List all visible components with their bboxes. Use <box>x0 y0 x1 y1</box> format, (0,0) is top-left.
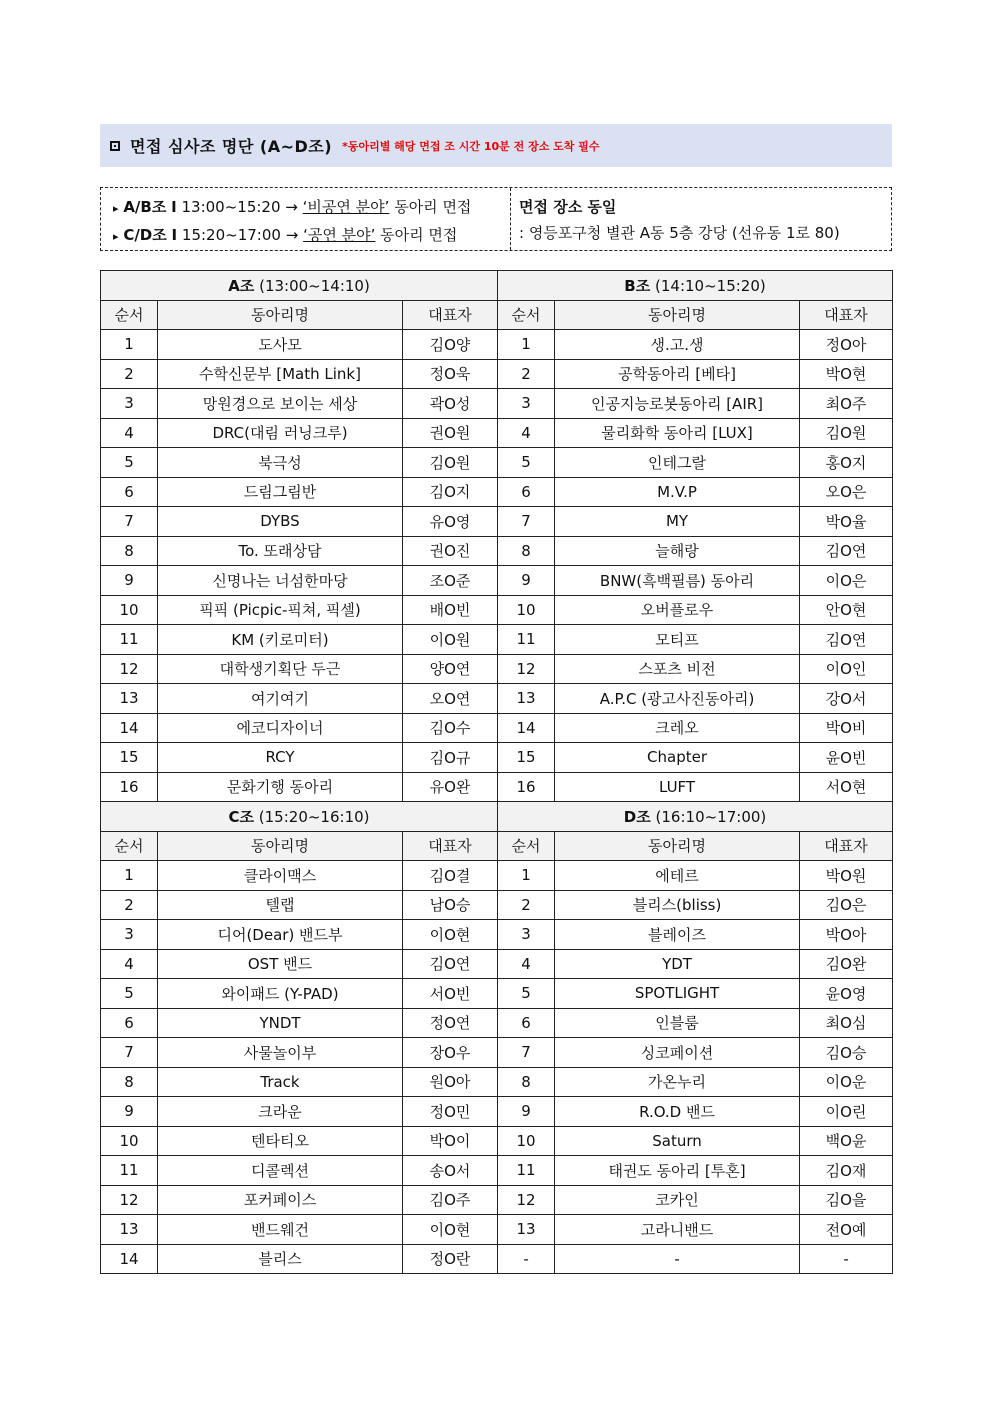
table-row <box>101 1126 893 1156</box>
row-club-name: 스포츠 비전 <box>555 654 800 684</box>
row-order: 10 <box>101 1126 158 1156</box>
row-representative: 윤O영 <box>800 979 893 1009</box>
row-club-name: 드림그림반 <box>158 477 403 507</box>
table-row <box>101 448 893 478</box>
row-club-name: MY <box>555 507 800 537</box>
row-club-name: LUFT <box>555 772 800 802</box>
column-header-club: 동아리명 <box>158 300 403 330</box>
row-order: 10 <box>101 595 158 625</box>
row-representative: 김O은 <box>800 890 893 920</box>
row-club-name: 태권도 동아리 [투혼] <box>555 1156 800 1186</box>
row-representative: 김O수 <box>403 713 498 743</box>
venue-info <box>511 188 891 250</box>
row-club-name: 수학신문부 [Math Link] <box>158 359 403 389</box>
row-order: 7 <box>101 507 158 537</box>
group-time: (15:20~16:10) <box>258 807 370 826</box>
row-club-name: 인블룸 <box>555 1008 800 1038</box>
row-representative: 김O승 <box>800 1038 893 1068</box>
group-time: (16:10~17:00) <box>655 807 767 826</box>
row-club-name: SPOTLIGHT <box>555 979 800 1009</box>
row-order: 9 <box>498 566 555 596</box>
row-club-name: 텐타티오 <box>158 1126 403 1156</box>
row-representative: 김O완 <box>800 949 893 979</box>
row-order: 6 <box>498 477 555 507</box>
row-representative: 박O아 <box>800 920 893 950</box>
row-club-name: 대학생기획단 두근 <box>158 654 403 684</box>
venue-detail: : 영등포구청 별관 A동 5층 강당 (선유동 1로 80) <box>519 224 840 242</box>
row-club-name: 신명나는 너섬한마당 <box>158 566 403 596</box>
table-row <box>101 861 893 891</box>
triangle-bullet-icon: ▸ <box>113 202 119 215</box>
row-club-name: 인공지능로봇동아리 [AIR] <box>555 389 800 419</box>
row-representative: 박O율 <box>800 507 893 537</box>
row-club-name: 고라니밴드 <box>555 1215 800 1245</box>
row-representative: 이O원 <box>403 625 498 655</box>
row-order: 1 <box>498 861 555 891</box>
column-header-club: 동아리명 <box>555 831 800 861</box>
row-order: 5 <box>498 448 555 478</box>
table-row <box>101 1156 893 1186</box>
row-club-name: Track <box>158 1067 403 1097</box>
row-order: 2 <box>101 890 158 920</box>
row-club-name: 크라운 <box>158 1097 403 1127</box>
row-club-name: 모티프 <box>555 625 800 655</box>
row-club-name: 북극성 <box>158 448 403 478</box>
row-representative: 이O린 <box>800 1097 893 1127</box>
row-club-name: 에코디자이너 <box>158 713 403 743</box>
table-row <box>101 1097 893 1127</box>
row-order: 6 <box>101 477 158 507</box>
column-header-rep: 대표자 <box>800 831 893 861</box>
row-representative: 이O현 <box>403 1215 498 1245</box>
row-representative: 조O준 <box>403 566 498 596</box>
row-representative: 배O빈 <box>403 595 498 625</box>
row-order: 1 <box>101 330 158 360</box>
table-row <box>101 477 893 507</box>
row-club-name: 망원경으로 보이는 세상 <box>158 389 403 419</box>
row-order: 15 <box>101 743 158 773</box>
table-row <box>101 979 893 1009</box>
row-club-name: 디콜렉션 <box>158 1156 403 1186</box>
column-header-order: 순서 <box>498 831 555 861</box>
row-club-name: 클라이맥스 <box>158 861 403 891</box>
table-row <box>101 713 893 743</box>
row-club-name: 밴드웨건 <box>158 1215 403 1245</box>
row-club-name: 블레이즈 <box>555 920 800 950</box>
group-title-a <box>101 271 498 301</box>
row-representative: 유O완 <box>403 772 498 802</box>
table-row <box>101 1185 893 1215</box>
row-representative: 김O주 <box>403 1185 498 1215</box>
column-header-rep: 대표자 <box>403 300 498 330</box>
row-order: 16 <box>498 772 555 802</box>
table-row <box>101 389 893 419</box>
schedule-line-ab: ▸ A/B조 I 13:00~15:20 → ‘비공연 분야’ 동아리 면접 <box>113 198 472 216</box>
row-order: 3 <box>101 389 158 419</box>
venue-title: 면접 장소 동일 <box>519 198 617 216</box>
row-representative: 원O아 <box>403 1067 498 1097</box>
row-representative: 양O연 <box>403 654 498 684</box>
schedule-line-cd: ▸ C/D조 I 15:20~17:00 → ‘공연 분야’ 동아리 면접 <box>113 226 458 244</box>
row-representative: 안O현 <box>800 595 893 625</box>
row-order: 5 <box>101 448 158 478</box>
row-order: 8 <box>101 1067 158 1097</box>
row-representative: 서O빈 <box>403 979 498 1009</box>
table-row <box>101 536 893 566</box>
row-representative: 오O은 <box>800 477 893 507</box>
row-order: 7 <box>498 507 555 537</box>
row-representative: 유O영 <box>403 507 498 537</box>
row-representative: 김O지 <box>403 477 498 507</box>
row-representative: 김O을 <box>800 1185 893 1215</box>
row-order: 5 <box>498 979 555 1009</box>
table-row <box>101 595 893 625</box>
row-order: 11 <box>498 1156 555 1186</box>
row-club-name: 싱코페이션 <box>555 1038 800 1068</box>
row-club-name: 에테르 <box>555 861 800 891</box>
row-club-name: 여기여기 <box>158 684 403 714</box>
row-representative: 곽O성 <box>403 389 498 419</box>
row-order: 5 <box>101 979 158 1009</box>
table-row <box>101 507 893 537</box>
table-row <box>101 743 893 773</box>
interview-group-table <box>100 270 893 1274</box>
row-representative: 권O원 <box>403 418 498 448</box>
row-order: 9 <box>498 1097 555 1127</box>
row-representative: 홍O지 <box>800 448 893 478</box>
table-row <box>101 1244 893 1274</box>
row-order: 11 <box>101 1156 158 1186</box>
row-representative: 오O연 <box>403 684 498 714</box>
row-order: 14 <box>101 713 158 743</box>
row-club-name: 오버플로우 <box>555 595 800 625</box>
page-title: 면접 심사조 명단 (A~D조) <box>130 137 333 156</box>
column-header-club: 동아리명 <box>158 831 403 861</box>
row-club-name: 블리스(bliss) <box>555 890 800 920</box>
row-representative: 박O이 <box>403 1126 498 1156</box>
row-representative: 최O주 <box>800 389 893 419</box>
row-order: 12 <box>101 654 158 684</box>
row-order: 4 <box>101 949 158 979</box>
row-order: 10 <box>498 595 555 625</box>
row-order: 8 <box>498 536 555 566</box>
row-representative: 김O재 <box>800 1156 893 1186</box>
row-representative: 정O연 <box>403 1008 498 1038</box>
row-club-name: Chapter <box>555 743 800 773</box>
row-representative: 김O연 <box>403 949 498 979</box>
row-order: 13 <box>498 1215 555 1245</box>
row-representative: 박O현 <box>800 359 893 389</box>
row-order: 12 <box>498 654 555 684</box>
row-order: 6 <box>498 1008 555 1038</box>
row-order: 2 <box>101 359 158 389</box>
schedule-times <box>101 188 511 250</box>
row-order: 1 <box>498 330 555 360</box>
row-representative: 김O원 <box>403 448 498 478</box>
row-representative: 박O비 <box>800 713 893 743</box>
row-club-name: 코카인 <box>555 1185 800 1215</box>
row-representative: - <box>800 1244 893 1274</box>
row-representative: 이O은 <box>800 566 893 596</box>
group-name: D조 <box>623 807 651 826</box>
row-order: 14 <box>498 713 555 743</box>
row-order: 10 <box>498 1126 555 1156</box>
row-representative: 김O연 <box>800 625 893 655</box>
row-representative: 김O연 <box>800 536 893 566</box>
table-row <box>101 1215 893 1245</box>
row-order: 11 <box>498 625 555 655</box>
row-representative: 이O현 <box>403 920 498 950</box>
row-club-name: R.O.D 밴드 <box>555 1097 800 1127</box>
row-representative: 김O결 <box>403 861 498 891</box>
group-title-d <box>498 802 893 832</box>
column-header-rep: 대표자 <box>800 300 893 330</box>
row-order: 11 <box>101 625 158 655</box>
row-order: 1 <box>101 861 158 891</box>
group-title-b <box>498 271 893 301</box>
row-order: 16 <box>101 772 158 802</box>
column-header-row <box>101 300 893 330</box>
row-club-name: DRC(대림 러닝크루) <box>158 418 403 448</box>
row-club-name: To. 또래상담 <box>158 536 403 566</box>
row-order: 12 <box>101 1185 158 1215</box>
table-row <box>101 330 893 360</box>
schedule-info-box <box>100 187 892 251</box>
row-club-name: 늘해랑 <box>555 536 800 566</box>
group-header-row <box>101 271 893 301</box>
column-header-order: 순서 <box>498 300 555 330</box>
row-club-name: M.V.P <box>555 477 800 507</box>
table-row <box>101 1067 893 1097</box>
group-name: B조 <box>624 276 651 295</box>
arrival-note: *동아리별 해당 면접 조 시간 10분 전 장소 도착 필수 <box>342 139 600 153</box>
row-representative: 강O서 <box>800 684 893 714</box>
row-representative: 정O아 <box>800 330 893 360</box>
row-representative: 박O원 <box>800 861 893 891</box>
row-order: 14 <box>101 1244 158 1274</box>
row-club-name: 픽픽 (Picpic-픽쳐, 픽셀) <box>158 595 403 625</box>
row-club-name: YDT <box>555 949 800 979</box>
square-bullet-icon <box>110 141 120 151</box>
row-order: 13 <box>101 1215 158 1245</box>
row-order: 2 <box>498 359 555 389</box>
row-club-name: 인테그랄 <box>555 448 800 478</box>
row-order: 9 <box>101 1097 158 1127</box>
row-representative: 이O인 <box>800 654 893 684</box>
table-row <box>101 949 893 979</box>
row-representative: 서O현 <box>800 772 893 802</box>
row-representative: 이O운 <box>800 1067 893 1097</box>
row-order: 3 <box>101 920 158 950</box>
row-club-name: DYBS <box>158 507 403 537</box>
row-representative: 정O란 <box>403 1244 498 1274</box>
row-representative: 김O규 <box>403 743 498 773</box>
group-name: C조 <box>228 807 254 826</box>
table-row <box>101 359 893 389</box>
row-order: 12 <box>498 1185 555 1215</box>
row-club-name: - <box>555 1244 800 1274</box>
group-header-row <box>101 802 893 832</box>
row-club-name: 포커페이스 <box>158 1185 403 1215</box>
table-row <box>101 684 893 714</box>
row-order: - <box>498 1244 555 1274</box>
row-order: 4 <box>498 949 555 979</box>
row-representative: 정O민 <box>403 1097 498 1127</box>
table-row <box>101 418 893 448</box>
row-club-name: OST 밴드 <box>158 949 403 979</box>
row-order: 8 <box>498 1067 555 1097</box>
row-club-name: RCY <box>158 743 403 773</box>
row-order: 2 <box>498 890 555 920</box>
row-club-name: BNW(흑백필름) 동아리 <box>555 566 800 596</box>
row-representative: 김O양 <box>403 330 498 360</box>
group-name: A조 <box>228 276 255 295</box>
row-club-name: 와이패드 (Y-PAD) <box>158 979 403 1009</box>
row-representative: 송O서 <box>403 1156 498 1186</box>
column-header-order: 순서 <box>101 300 158 330</box>
row-order: 4 <box>101 418 158 448</box>
table-row <box>101 890 893 920</box>
row-club-name: 생.고.생 <box>555 330 800 360</box>
row-club-name: YNDT <box>158 1008 403 1038</box>
column-header-row <box>101 831 893 861</box>
row-club-name: 텔랩 <box>158 890 403 920</box>
table-row <box>101 566 893 596</box>
row-club-name: 도사모 <box>158 330 403 360</box>
row-club-name: 가온누리 <box>555 1067 800 1097</box>
row-order: 6 <box>101 1008 158 1038</box>
row-order: 3 <box>498 920 555 950</box>
column-header-club: 동아리명 <box>555 300 800 330</box>
column-header-rep: 대표자 <box>403 831 498 861</box>
row-representative: 전O예 <box>800 1215 893 1245</box>
row-representative: 남O승 <box>403 890 498 920</box>
row-club-name: Saturn <box>555 1126 800 1156</box>
row-representative: 백O윤 <box>800 1126 893 1156</box>
row-representative: 최O심 <box>800 1008 893 1038</box>
row-club-name: 물리화학 동아리 [LUX] <box>555 418 800 448</box>
row-club-name: 사물놀이부 <box>158 1038 403 1068</box>
table-row <box>101 1038 893 1068</box>
row-order: 15 <box>498 743 555 773</box>
row-club-name: 디어(Dear) 밴드부 <box>158 920 403 950</box>
triangle-bullet-icon: ▸ <box>113 230 119 243</box>
column-header-order: 순서 <box>101 831 158 861</box>
row-order: 9 <box>101 566 158 596</box>
row-order: 3 <box>498 389 555 419</box>
group-time: (13:00~14:10) <box>259 276 370 295</box>
row-club-name: KM (키로미터) <box>158 625 403 655</box>
row-order: 7 <box>498 1038 555 1068</box>
group-time: (14:10~15:20) <box>655 276 766 295</box>
table-row <box>101 1008 893 1038</box>
row-order: 13 <box>101 684 158 714</box>
table-row <box>101 654 893 684</box>
row-order: 7 <box>101 1038 158 1068</box>
row-order: 13 <box>498 684 555 714</box>
table-row <box>101 625 893 655</box>
group-title-c <box>101 802 498 832</box>
section-header <box>100 124 892 167</box>
row-representative: 권O진 <box>403 536 498 566</box>
row-representative: 장O우 <box>403 1038 498 1068</box>
row-representative: 윤O빈 <box>800 743 893 773</box>
row-club-name: 문화기행 동아리 <box>158 772 403 802</box>
row-representative: 김O원 <box>800 418 893 448</box>
row-order: 4 <box>498 418 555 448</box>
row-club-name: A.P.C (광고사진동아리) <box>555 684 800 714</box>
row-club-name: 크레오 <box>555 713 800 743</box>
row-club-name: 공학동아리 [베타] <box>555 359 800 389</box>
row-order: 8 <box>101 536 158 566</box>
row-representative: 정O욱 <box>403 359 498 389</box>
table-row <box>101 920 893 950</box>
table-row <box>101 772 893 802</box>
row-club-name: 블리스 <box>158 1244 403 1274</box>
